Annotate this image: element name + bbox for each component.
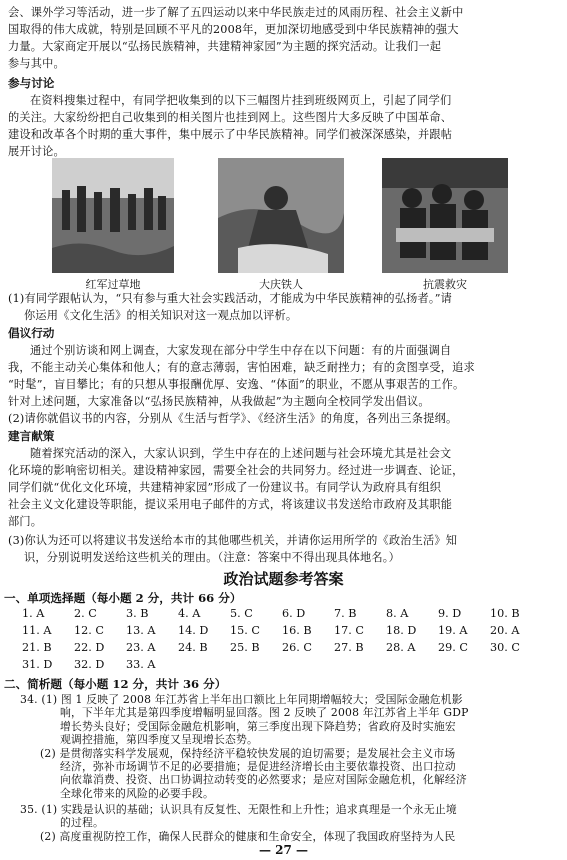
answer-35 bbox=[20, 803, 560, 843]
mc-answer: 16. B bbox=[282, 624, 312, 637]
mc-answer: 10. B bbox=[490, 607, 520, 620]
mc-answer: 25. B bbox=[230, 641, 260, 654]
mc-answer: 30. C bbox=[490, 641, 520, 654]
answer-line: 35. (1) 实践是认识的基础；认识具有反复性、无限性和上升性；追求真理是一个永无止境 bbox=[20, 803, 457, 816]
photo-daqing-iron-man bbox=[218, 158, 344, 273]
mc-answer-row bbox=[22, 624, 562, 640]
question-3 bbox=[8, 532, 558, 566]
intro-line: 力量。大家商定开展以“弘扬民族精神，共建精神家园”为主题的探究活动。让我们一起 bbox=[8, 40, 442, 53]
photo-earthquake-relief bbox=[382, 158, 508, 273]
mc-answer-row bbox=[22, 641, 562, 657]
mc-answer: 29. C bbox=[438, 641, 468, 654]
answer-line: 34. (1) 图 1 反映了 2008 年江苏省上半年出口额比上年同期增幅较大；受国际金融危机影 bbox=[20, 693, 463, 706]
photo-red-army-grassland bbox=[52, 158, 174, 273]
page-number: — 27 — bbox=[258, 843, 309, 857]
intro-line: 参与其中。 bbox=[8, 57, 65, 70]
mc-answer: 17. C bbox=[334, 624, 364, 637]
intro-line: 会、课外学习等活动，进一步了解了五四运动以来中华民族走过的风雨历程、社会主义新中 bbox=[8, 6, 464, 19]
section-heading-discussion: 参与讨论 bbox=[8, 76, 55, 90]
suggestions-line: 随着探究活动的深入，大家认识到，学生中存在的上述问题与社会环境尤其是社会文 bbox=[30, 447, 452, 460]
answer-line: 响，下半年尤其是第四季度增幅明显回落。图 2 反映了 2008 年江苏省上半年 GDP bbox=[60, 706, 469, 720]
mc-answer: 13. A bbox=[126, 624, 156, 637]
mc-answer: 12. C bbox=[74, 624, 104, 637]
discussion-line: 在资料搜集过程中，有同学把收集到的以下三幅图片挂到班级网页上，引起了同学们 bbox=[30, 94, 452, 107]
initiative-line: 我，不能主动关心集体和他人；有的意志薄弱，害怕困难，缺乏耐挫力；有的贪图享受，追求 bbox=[8, 361, 475, 374]
answer-line: (2) 是贯彻落实科学发展观，保持经济平稳较快发展的迫切需要；是发展社会主义市场 bbox=[40, 746, 456, 760]
mc-answer: 2. C bbox=[74, 607, 97, 620]
mc-answer: 33. A bbox=[126, 658, 156, 671]
discussion-paragraph bbox=[8, 92, 558, 160]
mc-answer: 24. B bbox=[178, 641, 208, 654]
mc-answer: 21. B bbox=[22, 641, 52, 654]
mc-answer: 11. A bbox=[22, 624, 52, 637]
answer-line: 全球化带来的风险的必要手段。 bbox=[60, 786, 214, 800]
intro-line: 国取得的伟大成就，特别是回顾不平凡的2008年，更加深切地感受到中华民族精神的强大 bbox=[8, 23, 459, 36]
answer-line: 经济，弥补市场调节不足的必要措施；是促进经济增长由主要依靠投资、出口拉动 bbox=[60, 760, 456, 774]
question-line: (1)有同学跟帖认为，“只有参与重大社会实践活动，才能成为中华民族精神的弘扬者。”请 bbox=[8, 292, 453, 305]
discussion-line: 建设和改革各个时期的重大事件，集中展示了中华民族精神。同学们被深深感染，并跟帖 bbox=[8, 128, 453, 141]
mc-answer: 8. A bbox=[386, 607, 409, 620]
question-1 bbox=[8, 290, 558, 324]
mc-answer: 31. D bbox=[22, 658, 53, 671]
question-2: (2)请你就倡议书的内容，分别从《生活与哲学》、《经济生活》的角度，各列出三条提纲。 bbox=[8, 412, 458, 425]
photo-caption: 抗震救灾 bbox=[423, 278, 467, 291]
mc-heading: 一、单项选择题（每小题 2 分，共计 66 分） bbox=[4, 591, 242, 605]
answer-line: (2) 高度重视防控工作，确保人民群众的健康和生命安全，体现了我国政府坚持为人民 bbox=[40, 829, 456, 843]
answers-title: 政治试题参考答案 bbox=[223, 570, 344, 588]
suggestions-paragraph bbox=[8, 445, 558, 530]
mc-answer: 20. A bbox=[490, 624, 520, 637]
answer-line: 的过程。 bbox=[60, 816, 104, 830]
mc-answer: 28. A bbox=[386, 641, 416, 654]
initiative-paragraph bbox=[8, 342, 558, 427]
short-heading: 二、简析题（每小题 12 分，共计 36 分） bbox=[4, 677, 227, 691]
mc-answer: 23. A bbox=[126, 641, 156, 654]
photo-strip bbox=[0, 158, 567, 291]
suggestions-line: 社会主义文化建设等职能，提议采用电子邮件的方式，将该建议书发送给市政府及其职能 bbox=[8, 498, 453, 511]
mc-answer: 1. A bbox=[22, 607, 45, 620]
mc-answer: 3. B bbox=[126, 607, 149, 620]
mc-answer: 5. C bbox=[230, 607, 253, 620]
photo-caption: 红军过草地 bbox=[85, 278, 141, 291]
mc-answer-row bbox=[22, 607, 562, 623]
question-line: 你运用《文化生活》的相关知识对这一观点加以评析。 bbox=[24, 309, 298, 322]
initiative-line: “时髦”，盲目攀比；有的只想从事报酬优厚、安逸、“体面”的职业，不愿从事艰苦的工作。 bbox=[8, 378, 465, 391]
discussion-line: 的关注。大家纷纷把自己收集到的相关图片也挂到网上。这些图片大多反映了中国革命、 bbox=[8, 111, 453, 124]
mc-answer: 9. D bbox=[438, 607, 462, 620]
mc-answer: 19. A bbox=[438, 624, 468, 637]
photo-caption: 大庆铁人 bbox=[259, 278, 303, 291]
mc-answer: 18. D bbox=[386, 624, 417, 637]
answer-line: 观调控措施，第四季度又呈现增长态势。 bbox=[60, 733, 258, 747]
question-line: (3)你认为还可以将建议书发送给本市的其他哪些机关，并请你运用所学的《政治生活》知 bbox=[8, 534, 458, 547]
section-heading-initiative: 倡议行动 bbox=[8, 326, 55, 340]
answer-line: 向依靠消费、投资、出口协调拉动转变的必然要求；是应对国际金融危机，化解经济 bbox=[60, 773, 467, 787]
initiative-line: 针对上述问题，大家准备以“弘扬民族精神，从我做起”为主题向全校同学发出倡议。 bbox=[8, 395, 430, 408]
discussion-line: 展开讨论。 bbox=[8, 145, 65, 158]
mc-answer: 4. A bbox=[178, 607, 201, 620]
suggestions-line: 化环境的影响密切相关。建设精神家园，需要全社会的共同努力。经过进一步调查、论证， bbox=[8, 464, 464, 477]
section-heading-suggestions: 建言献策 bbox=[8, 429, 55, 443]
answer-34 bbox=[20, 693, 560, 800]
mc-answer: 26. C bbox=[282, 641, 312, 654]
answer-line: 增长势头良好；受国际金融危机影响，第三季度出现下降趋势；省政府及时实施宏 bbox=[60, 719, 456, 733]
suggestions-line: 部门。 bbox=[8, 515, 43, 528]
initiative-line: 通过个别访谈和网上调查，大家发现在部分中学生中存在以下问题：有的片面强调自 bbox=[30, 344, 452, 357]
mc-answer: 22. D bbox=[74, 641, 105, 654]
mc-answer-row bbox=[22, 658, 562, 674]
mc-answer: 27. B bbox=[334, 641, 364, 654]
suggestions-line: 同学们就“优化文化环境，共建精神家园”形成了一份建议书。有同学认为政府具有组织 bbox=[8, 481, 442, 494]
mc-answer: 7. B bbox=[334, 607, 357, 620]
question-line: 识，分别说明发送给这些机关的理由。（注意：答案中不得出现具体地名。） bbox=[24, 551, 400, 564]
mc-answer: 6. D bbox=[282, 607, 306, 620]
intro-paragraph bbox=[8, 4, 558, 72]
mc-answer: 32. D bbox=[74, 658, 105, 671]
mc-answer: 15. C bbox=[230, 624, 260, 637]
mc-answer: 14. D bbox=[178, 624, 209, 637]
